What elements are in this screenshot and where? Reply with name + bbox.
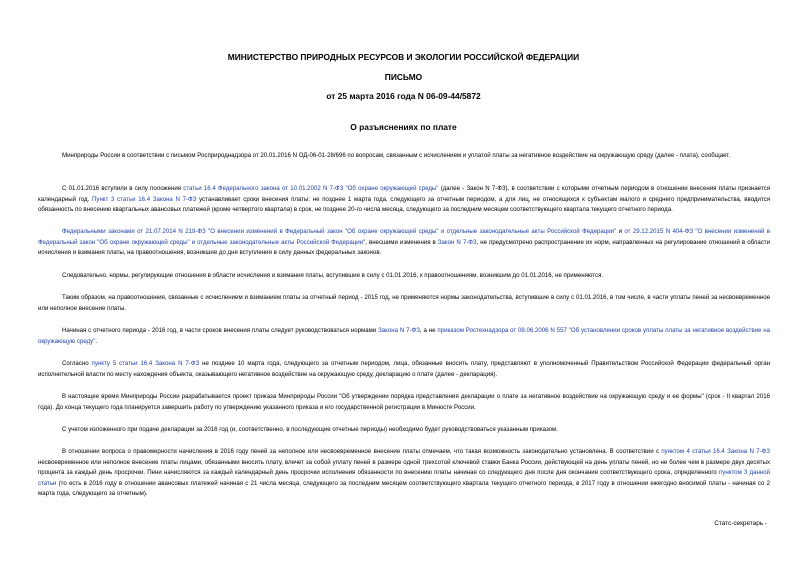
- paragraph-text: , не предусмотрено распространение их норм, направленных на регулирование отношений в области исчисления и взимания платы, на правоотношения, возникшие до дня вступления в силу данных федеральных законов.: [38, 238, 770, 257]
- law-link[interactable]: пунктом 3 данной статьи: [38, 469, 770, 487]
- paragraph-9: [38, 425, 770, 436]
- paragraph-text: В отношении вопроса о правомерности начисления в 2016 году пеней за неполное или несвоевременное внесение платы отмечаем, что такая возможность законодательно установлена. В соответствии с: [62, 448, 662, 455]
- paragraph-text: Согласно: [62, 360, 92, 367]
- paragraph-text: С учетом изложенного при подаче декларации за 2016 год (и, соответственно, в последующие отчетные периоды) необходимо будет руководствоваться указанным приказом.: [62, 426, 558, 433]
- paragraph-2: [38, 184, 770, 216]
- paragraph-1: [38, 151, 770, 162]
- paragraph-10: [38, 447, 770, 500]
- law-link[interactable]: пункту 5 статьи 16.4 Закона N 7-ФЗ: [91, 360, 200, 367]
- law-link[interactable]: Закона N 7-ФЗ: [378, 327, 420, 334]
- paragraph-3: [38, 227, 770, 259]
- law-link[interactable]: от 29.12.2015 N 404-ФЗ "О внесении изменений в Федеральный закон "Об охране окружающей среды" и отдельные законодательные акты Российской Федерации": [38, 228, 770, 246]
- paragraph-text: несвоевременное или неполное внесение платы лицами, обязанными вносить плату, влечет за собой уплату пеней в размере одной трехсотой ключевой ставки Банка России, действующей на день уплаты пеней, но не более чем в размере двух десятых процента за каждый день просрочки. Пени начисляются за каждый календарный день просрочки исполнения обязанности по внесению платы начиная со следующего дня после дня окончания соответствующего срока, определенного: [38, 458, 770, 477]
- document-date-number: от 25 марта 2016 года N 06-09-44/5872: [326, 91, 481, 101]
- paragraph-text: и: [616, 228, 625, 235]
- law-link[interactable]: пунктом 4 статьи 16.4 Закона N 7-ФЗ: [661, 448, 770, 455]
- signature-label: Статс-секретарь -: [714, 520, 767, 527]
- paragraph-text: .: [95, 337, 98, 345]
- paragraph-text: В настоящее время Минприроды России разрабатывается проект приказа Минприроды России "Об утверждении порядка представления декларации о плате за негативное воздействие на окружающую среду и ее формы" (срок - II квартал 2016 года). До конца текущего года планируется завершить работу по утверждению указанного приказа и его государственной регистрации в Минюсте России.: [38, 393, 770, 411]
- paragraph-text: Минприроды России в соответствии с письмом Росприроднадзора от 20.01.2016 N ОД-06-01-28/696 по вопросам, связанным с исчислением и уплатой платы за негативное воздействие на окружающую среду (далее - плата), сообщает.: [62, 152, 731, 159]
- paragraph-text: Следовательно, нормы, регулирующие отношения в области исчисления и взимания платы, вступившие в силу с 01.01.2016, к правоотношениям, возникшим до 01.01.2016, не применяются.: [62, 272, 604, 279]
- paragraph-6: [38, 326, 770, 347]
- ministry-title: МИНИСТЕРСТВО ПРИРОДНЫХ РЕСУРСОВ И ЭКОЛОГИИ РОССИЙСКОЙ ФЕДЕРАЦИИ: [227, 52, 580, 62]
- paragraph-text: устанавливает сроки внесения платы: не позднее 1 марта года, следующего за отчетным периодом, а для лиц, не относящихся к субъектам малого и среднего предпринимательства, вводится обязанность по внесению квартальных авансовых платежей (кроме четвертого квартала) в срок, не позднее 20-го числа месяца, следующего за последним месяцем соответствующего квартала текущего отчетного периода.: [38, 195, 770, 214]
- document-type: ПИСЬМО: [384, 72, 423, 82]
- law-link[interactable]: Закон N 7-ФЗ: [437, 238, 477, 246]
- paragraph-7: [38, 359, 770, 380]
- paragraph-text: , а не: [419, 327, 438, 334]
- order-link[interactable]: приказом Ростехнадзора от 08.06.2006 N 557 "Об установлении сроков уплаты платы за негативное воздействие на окружающую среду": [38, 327, 770, 345]
- paragraph-text: (то есть в 2016 году в отношении авансовых платежей начиная с 21 числа месяца, следующего за последним месяцем соответствующего квартала текущего отчетного периода, в 2017 году в отношении ежегодно вносимой платы - начиная со 2 марта года, следующего за отчетным).: [38, 479, 770, 498]
- paragraph-text: С 01.01.2016 вступили в силу положения: [62, 185, 184, 192]
- paragraph-text: Таким образом, на правоотношения, связанные с исчислением и взиманием платы за отчетный период - 2015 год, не применяются нормы законодательства, вступившие в силу с 01.01.2016, в том числе, в части уплаты пеней за несвоевременное или неполное внесение платы.: [38, 294, 770, 312]
- law-link[interactable]: Федеральными законами от 21.07.2014 N 219-ФЗ "О внесении изменений в Федеральный закон "Об охране окружающей среды" и отдельные законодательные акты Российской Федерации": [62, 228, 617, 235]
- paragraph-text: Начиная с отчетного периода - 2016 год, в части сроков внесения платы следует руководствоваться нормами: [62, 327, 379, 334]
- law-link[interactable]: Пункт 3 статьи 16.4 Закона N 7-ФЗ: [92, 195, 197, 203]
- document-subject: О разъяснениях по плате: [350, 122, 457, 132]
- law-link[interactable]: статьи 16.4 Федерального закона от 10.01.2002 N 7-ФЗ "Об охране окружающей среды": [183, 185, 439, 192]
- paragraph-5: [38, 293, 770, 314]
- paragraph-text: (далее - Закон N 7-ФЗ), в соответствии с которыми отчетным периодом в отношении внесения платы признается календарный год.: [38, 185, 770, 203]
- paragraph-text: не позднее 10 марта года, следующего за отчетным периодом, лица, обязанные вносить плату, представляют в уполномоченный Правительством Российской Федерации федеральный орган исполнительной власти по месту нахождения объекта, оказывающего негативное воздействие на окружающую среду, декларацию о плате (далее - декларация).: [38, 360, 770, 378]
- paragraph-text: , внесшими изменения в: [365, 238, 438, 246]
- paragraph-8: [38, 392, 770, 413]
- paragraph-4: [38, 271, 770, 282]
